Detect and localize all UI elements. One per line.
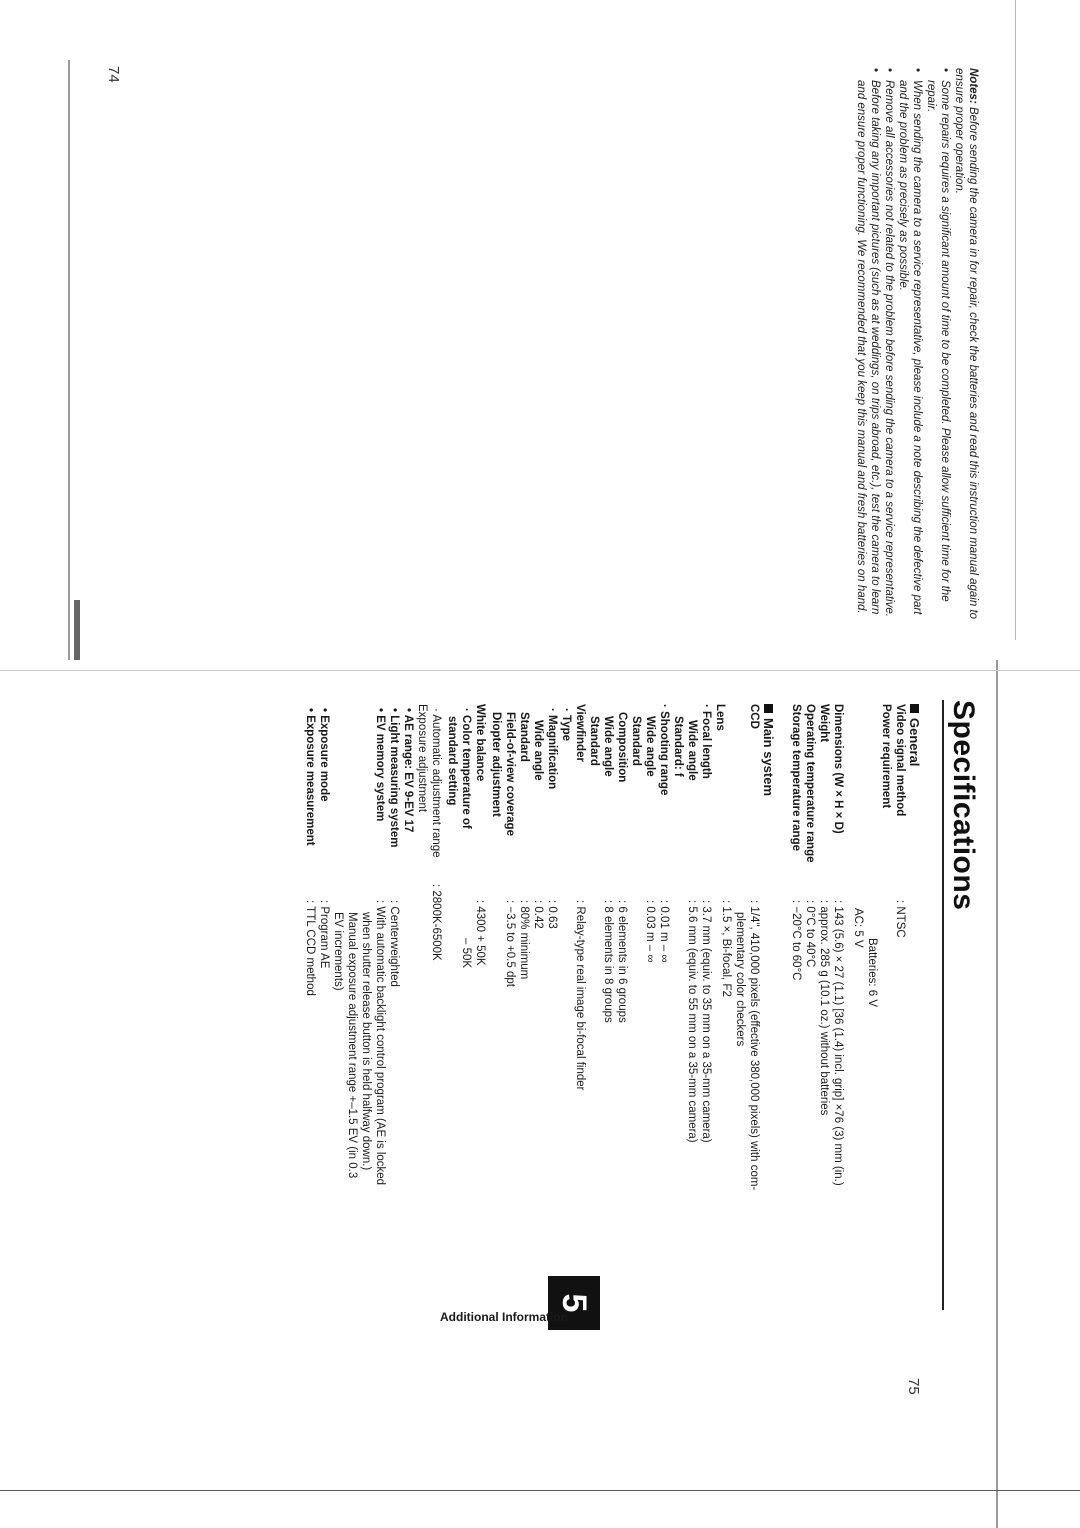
spec-value: : 0.42 xyxy=(532,900,544,929)
spec-label: Composition xyxy=(616,712,628,783)
spec-label: · Focal length xyxy=(700,704,712,779)
spec-label: CCD xyxy=(748,704,760,729)
spec-label: • AE range: EV 9-EV 17 xyxy=(402,708,414,833)
spec-value: Manual exposure adjustment range +–1.5 EV (in 0.3 xyxy=(346,912,358,1179)
spec-label: Field-of-view coverage xyxy=(504,712,516,836)
notes-intro-text: Before sending the camera in for repair, check the batteries and read this instruction manual again to ensure proper operation. xyxy=(953,68,979,620)
spec-label: Viewfinder xyxy=(574,704,586,762)
notes-item: • Some repairs requires a significant amount of time to be completed. Please allow sufficient time for the repair. xyxy=(924,78,952,628)
spec-label: • Light measuring system xyxy=(388,708,400,848)
spec-value: : 6 elements in 6 groups xyxy=(616,900,628,1023)
spec-label: • EV memory system xyxy=(374,708,386,822)
spec-value: : 0.01 m – ∞ xyxy=(658,900,670,963)
notes-item: • When sending the camera to a service representative, please include a note describing the defective part and the problem as precisely as possible. xyxy=(896,78,924,628)
spec-value: : −20°C to 60°C xyxy=(790,900,802,981)
spec-label: Wide angle xyxy=(532,720,544,781)
chapter-tab: 5 xyxy=(548,1276,600,1330)
spec-label: Storage temperature range xyxy=(790,704,802,851)
chapter-tab-label: Additional Information xyxy=(440,1310,568,1324)
spec-value: : 1/4", 410,000 pixels (effective 380,000 pixels) with com- xyxy=(748,900,760,1191)
spec-value: : 3.7 mm (equiv. to 35 mm on a 35-mm camera) xyxy=(700,900,712,1143)
spec-label: White balance xyxy=(474,704,486,782)
bottom-fold-line xyxy=(0,1490,1080,1491)
spec-value: plementary color checkers xyxy=(734,912,746,1047)
spec-label: Wide angle xyxy=(602,716,614,777)
spec-label: Wide angle xyxy=(644,716,656,777)
spec-value: : 8 elements in 8 groups xyxy=(602,900,614,1023)
spec-label: Video signal method xyxy=(894,704,906,817)
top-rule-right xyxy=(996,660,998,1528)
spec-value: EV increments) xyxy=(332,912,344,991)
spec-label: Operating temperature range xyxy=(804,704,816,863)
spec-value: : 80% minimum xyxy=(518,900,530,980)
spec-value: – 50K xyxy=(460,938,472,969)
spec-label: standard setting xyxy=(446,716,458,806)
spec-value: : With automatic backlight control program (AE is locked xyxy=(374,900,386,1186)
section-general xyxy=(907,704,922,766)
notes-block xyxy=(854,68,980,628)
spec-value: : −3.5 to +0.5 dpt xyxy=(504,900,516,987)
spec-value: when shutter release button is held halfway down.) xyxy=(360,912,372,1171)
spec-label: Weight xyxy=(818,704,830,743)
spec-value: : 4300 + 50K xyxy=(474,900,486,966)
spec-label: • Exposure measurement xyxy=(304,708,316,846)
spec-label: Dimensions (W × H × D) xyxy=(832,704,844,834)
spec-value: : 143 (5.6) × 27 (1.1) [36 (1.4) incl. grip] ×76 (3) mm (in.) xyxy=(832,900,844,1186)
spec-label: · Automatic adjustment range xyxy=(430,708,442,858)
top-rule-left xyxy=(1015,0,1016,640)
spec-label: · Color temperature of xyxy=(460,708,472,829)
title-underline xyxy=(942,700,944,1310)
page-title: Specifications xyxy=(947,700,980,911)
spec-value: : NTSC xyxy=(894,900,906,938)
spec-value: : 0.63 xyxy=(546,900,558,929)
spec-value: : 2800K-6500K xyxy=(430,884,442,961)
spec-label: Standard xyxy=(630,716,642,766)
spec-value: Batteries: 6 V xyxy=(866,938,878,1008)
page-number-right: 75 xyxy=(905,1378,922,1395)
spec-value: : Program AE xyxy=(318,900,330,969)
notes-item: • Remove all accessories not related to the problem before sending the camera to a service representative. xyxy=(882,78,896,628)
page-number-left: 74 xyxy=(105,66,122,83)
spec-value: : Centerweighted xyxy=(388,900,400,987)
section-main-system xyxy=(761,704,776,796)
section-heading: Main system xyxy=(761,718,776,797)
notes-intro xyxy=(952,68,980,628)
spec-label: Exposure adjustment xyxy=(416,704,428,813)
binding-speckle xyxy=(68,60,70,660)
notes-lead: Notes: xyxy=(967,68,979,104)
page-fold-line xyxy=(0,670,1080,671)
spec-value: : Relay-type real image bi-focal finder xyxy=(574,900,586,1091)
spec-value: : TTL CCD method xyxy=(304,900,316,996)
spec-label: · Type xyxy=(560,708,572,742)
spec-value: AC: 5 V xyxy=(852,908,864,948)
square-bullet-icon xyxy=(910,704,919,713)
spec-label: · Magnification xyxy=(546,708,558,790)
spec-label: Standard xyxy=(588,716,600,766)
spec-label: Diopter adjustment xyxy=(490,712,502,817)
spec-label: Standard xyxy=(518,712,530,762)
spec-label: · Shooting range xyxy=(658,704,670,796)
spec-value: : 0.03 m – ∞ xyxy=(644,900,656,963)
section-heading: General xyxy=(907,718,922,767)
spec-value: : 5.6 mm (equiv. to 55 mm on a 35-mm camera) xyxy=(686,900,698,1143)
spec-value: : 0°C to 40°C xyxy=(804,900,816,968)
notes-list xyxy=(854,68,952,628)
spec-label: • Exposure mode xyxy=(318,708,330,802)
spec-label: Wide angle xyxy=(686,720,698,781)
square-bullet-icon xyxy=(764,704,773,713)
notes-item: • Before taking any important pictures (such as at weddings, on trips abroad, etc.), test the camera to learn and ensure proper functioning. We recommended that you keep this manual and fresh batteries on hand. xyxy=(854,78,882,628)
spec-label: Standard: f xyxy=(672,716,684,777)
spec-value: : approx. 285 g (10.1 oz.) without batteries xyxy=(818,900,830,1116)
spec-label: Lens xyxy=(714,704,726,731)
spec-label: Power requirement xyxy=(880,704,892,809)
binding-shadow xyxy=(74,600,80,660)
spec-value: : 1.5 ×, Bi-focal, F2 xyxy=(720,900,732,997)
